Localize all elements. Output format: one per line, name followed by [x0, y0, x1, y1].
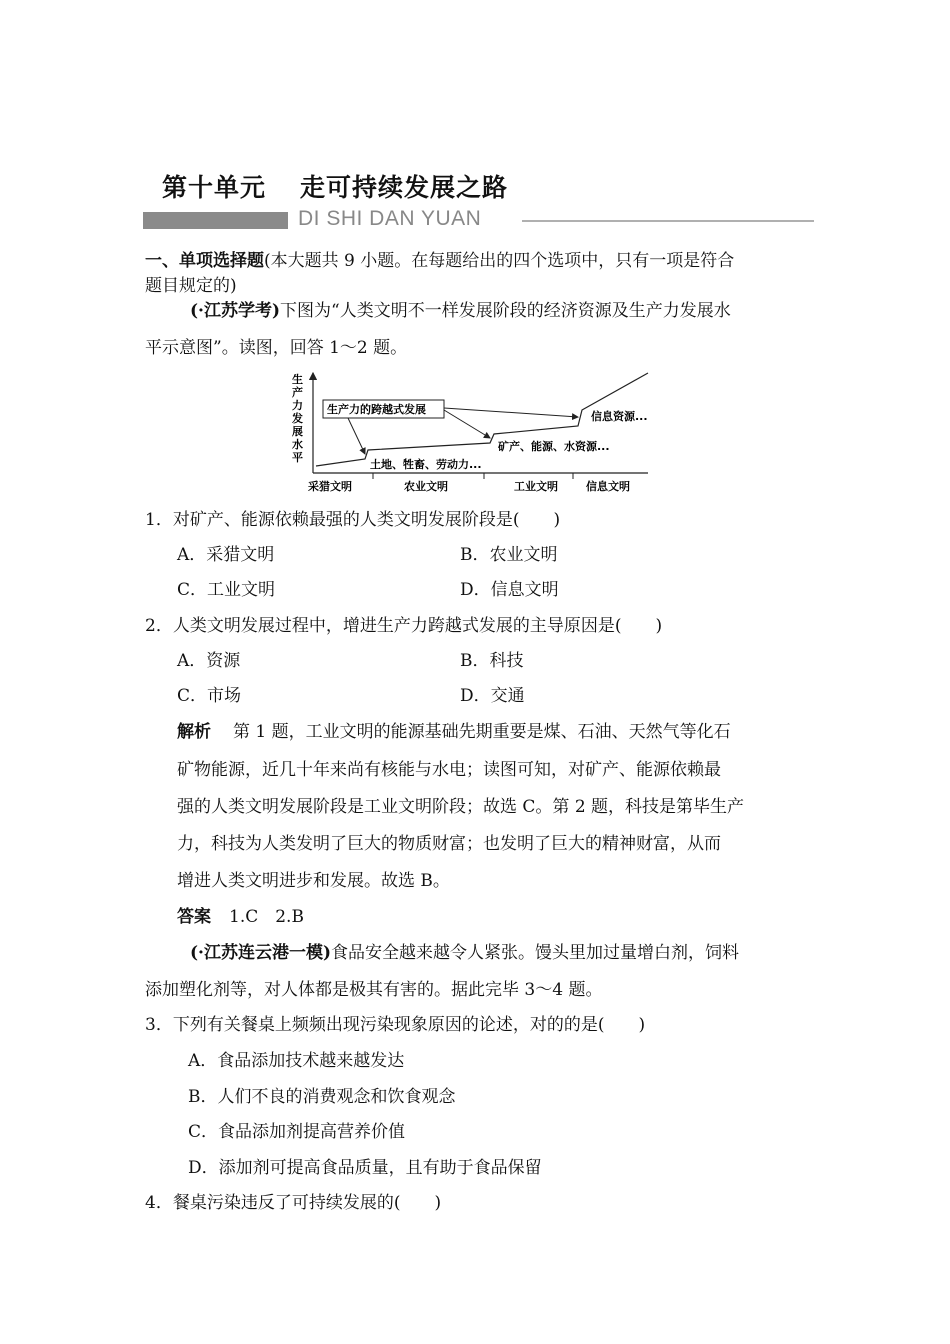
- q2-option-b: B．科技: [460, 651, 524, 671]
- passage1-source: (·江苏学考): [190, 301, 281, 321]
- analysis-line4: 力，科技为人类发明了巨大的物质财富；也发明了巨大的精神财富，从而: [177, 834, 721, 854]
- analysis-line3: 强的人类文明发展阶段是工业文明阶段；故选 C。第 2 题，科技是第毕生产: [177, 797, 745, 817]
- leap-arrow: [444, 408, 578, 417]
- q2-option-c: C．市场: [177, 686, 242, 706]
- unit-name: 走可持续发展之路: [300, 173, 509, 202]
- leap-arrow: [348, 418, 365, 454]
- analysis-line2: 矿物能源，近几十年来尚有核能与水电；读图可知，对矿产、能源依赖最: [177, 760, 721, 780]
- section-heading-line: [145, 251, 734, 271]
- answer-label: 答案: [177, 907, 211, 927]
- q1-stem: 1．对矿产、能源依赖最强的人类文明发展阶段是( ): [145, 510, 561, 530]
- stage-label-information: 信息文明: [586, 480, 630, 493]
- unit-pinyin: DI SHI DAN YUAN: [298, 207, 482, 230]
- answer-line: [177, 907, 304, 927]
- civilization-figure: [288, 370, 653, 500]
- q2-option-a: A．资源: [177, 651, 241, 671]
- q1-option-a: A．采猎文明: [177, 545, 275, 565]
- passage2-source: (·江苏连云港一模): [190, 943, 332, 963]
- level-label-information: 信息资源...: [591, 410, 648, 423]
- y-label-char: 水: [292, 438, 303, 451]
- section-heading: 一、单项选择题: [145, 251, 264, 271]
- section-note: (本大题共 9 小题。在每题给出的四个选项中，只有一项是符合: [264, 251, 735, 271]
- header-rule: [522, 220, 814, 222]
- q2-stem: 2．人类文明发展过程中，增进生产力跨越式发展的主导原因是( ): [145, 616, 663, 636]
- passage1-line1: [190, 301, 731, 321]
- passage1-line2: 平示意图”。读图，回答 1～2 题。: [145, 338, 408, 358]
- q1-option-b: B．农业文明: [460, 545, 558, 565]
- y-label-char: 平: [292, 451, 303, 464]
- q4-stem: 4．餐桌污染违反了可持续发展的( ): [145, 1193, 442, 1213]
- leap-label: 生产力的跨越式发展: [327, 403, 426, 416]
- q3-option-b: B．人们不良的消费观念和饮食观念: [188, 1087, 456, 1107]
- y-axis-label: [291, 372, 303, 464]
- passage2-line2: 添加塑化剂等，对人体都是极其有害的。据此完毕 3～4 题。: [145, 980, 603, 1000]
- q1-option-c: C．工业文明: [177, 580, 276, 600]
- y-label-char: 生: [292, 373, 303, 386]
- q3-option-a: A．食品添加技术越来越发达: [188, 1051, 405, 1071]
- unit-number: 第十单元: [162, 173, 267, 202]
- y-label-char: 展: [292, 425, 303, 438]
- stage-label-industry: 工业文明: [514, 480, 558, 493]
- passage1-text: 下图为“人类文明不一样发展阶段的经济资源及生产力发展水: [280, 301, 731, 321]
- analysis-label: 解析: [177, 722, 211, 742]
- q2-option-d: D．交通: [460, 686, 525, 706]
- y-label-char: 发: [292, 412, 303, 425]
- stage-label-agriculture: 农业文明: [404, 480, 448, 493]
- q1-option-d: D．信息文明: [460, 580, 559, 600]
- analysis-line5: 增进人类文明进步和发展。故选 B。: [177, 871, 450, 891]
- stage-label-hunting: 采猎文明: [308, 480, 352, 493]
- y-label-char: 产: [292, 386, 303, 399]
- level-label-industry: 矿产、能源、水资源...: [498, 440, 610, 453]
- section-note-2: 题目规定的): [145, 276, 237, 296]
- title-bar: [143, 212, 288, 229]
- q3-stem: 3．下列有关餐桌上频频出现污染现象原因的论述，对的的是( ): [145, 1015, 646, 1035]
- passage2-line1: [190, 943, 739, 963]
- y-label-char: 力: [292, 399, 303, 412]
- q3-option-d: D．添加剂可提高食品质量，且有助于食品保留: [188, 1158, 542, 1178]
- level-label-agriculture: 土地、牲畜、劳动力...: [370, 458, 482, 471]
- analysis-text-1: 第 1 题，工业文明的能源基础先期重要是煤、石油、天然气等化石: [233, 722, 731, 742]
- passage2-text: 食品安全越来越令人紧张。馒头里加过量增白剂，饲料: [331, 943, 740, 963]
- answer-value: 1.C 2.B: [229, 907, 304, 927]
- unit-title: [162, 168, 508, 204]
- analysis-line1: [177, 722, 731, 742]
- leap-arrow: [444, 410, 490, 438]
- q3-option-c: C．食品添加剂提高营养价值: [188, 1122, 406, 1142]
